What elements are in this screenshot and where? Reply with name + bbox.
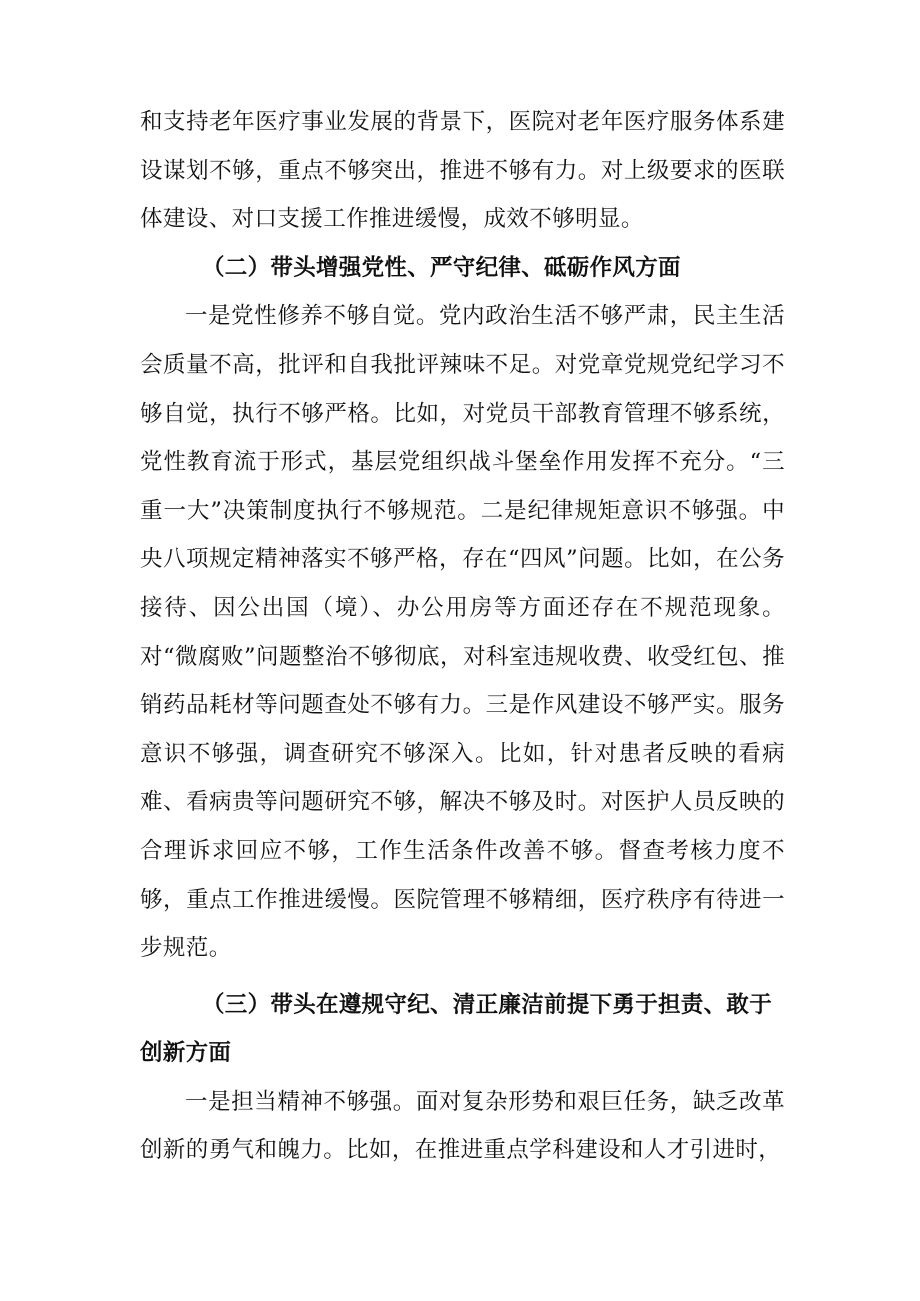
section-heading-2: （二）带头增强党性、严守纪律、砥砺作风方面 xyxy=(202,254,681,281)
document-page xyxy=(140,98,785,1175)
paragraph-section-3: 一是担当精神不够强。面对复杂形势和艰巨任务，缺乏改革创新的勇气和魄力。比如，在推进重点学科建设和人才引进时， xyxy=(140,1088,785,1164)
section-heading-3: （三）带头在遵规守纪、清正廉洁前提下勇于担责、敢于创新方面 xyxy=(140,991,773,1067)
paragraph-section-2: 一是党性修养不够自觉。党内政治生活不够严肃，民主生活会质量不高，批评和自我批评辣味不足。对党章党规党纪学习不够自觉，执行不够严格。比如，对党员干部教育管理不够系统，党性教育流于形式，基层党组织战斗堡垒作用发挥不充分。“三重一大”决策制度执行不够规范。二是纪律规矩意识不够强。中央八项规定精神落实不够严格，存在“四风”问题。比如，在公务接待、因公出国（境）、办公用房等方面还存在不规范现象。对“微腐败”问题整治不够彻底，对科室违规收费、收受红包、推销药品耗材等问题查处不够有力。三是作风建设不够严实。服务意识不够强，调查研究不够深入。比如，针对患者反映的看病难、看病贵等问题研究不够，解决不够及时。对医护人员反映的合理诉求回应不够，工作生活条件改善不够。督查考核力度不够，重点工作推进缓慢。医院管理不够精细，医疗秩序有待进一步规范。 xyxy=(140,303,785,962)
paragraph-continued: 和支持老年医疗事业发展的背景下，医院对老年医疗服务体系建设谋划不够，重点不够突出，推进不够有力。对上级要求的医联体建设、对口支援工作推进缓慢，成效不够明显。 xyxy=(140,109,785,233)
